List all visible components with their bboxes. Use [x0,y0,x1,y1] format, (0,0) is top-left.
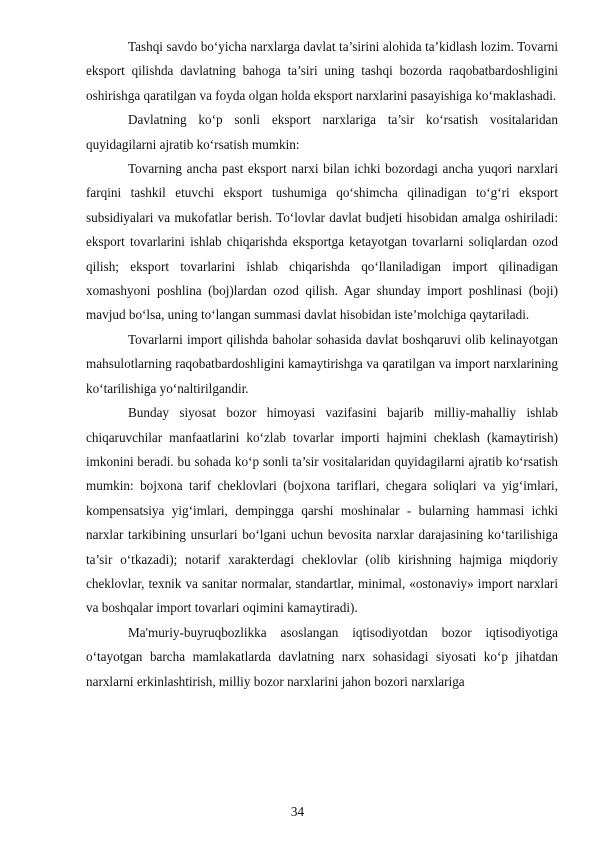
document-body [86,35,558,694]
paragraph-2: Davlatning ko‘p sonli eksport narxlariga ta’sir ko‘rsatish vositalaridan quyidagilarni ajratib ko‘rsatish mumkin: [86,112,558,152]
paragraph-5: Bunday siyosat bozor himoyasi vazifasini bajarib milliy-mahalliy ishlab chiqaruvchilar manfaatlarini ko‘zlab tovarlar importi hajmini cheklash (kamaytirish) imkonini beradi. bu sohada ko‘p sonli ta’sir vositalaridan quyidagilarni ajratib ko‘rsatish mumkin: bojxona tarif cheklovlari (bojxona tariflari, chegara soliqlari va yig‘imlari, kompensatsiya yig‘imlari, dempingga qarshi moshinalar - bularning hammasi ichki narxlar tarkibining unsurlari bo‘lgani uchun bevosita narxlar darajasining ko‘tarilishiga ta’sir o‘tkazadi); notarif xarakterdagi cheklovlar (olib kirishning hajmiga miqdoriy cheklovlar, texnik va sanitar normalar, standartlar, minimal, «ostonaviy» import narxlari va boshqalar import tovarlari oqimini kamaytiradi). [86,405,558,616]
page-number: 34 [290,804,305,819]
paragraph-4: Tovarlarni import qilishda baholar sohasida davlat boshqaruvi olib kelinayotgan mahsulotlarning raqobatbardoshligini kamaytirishga va qaratilgan va import narxlarining ko‘tarilishiga yo‘naltirilgandir. [86,331,558,396]
paragraph-1: Tashqi savdo bo‘yicha narxlarga davlat ta’sirini alohida ta’kidlash lozim. Tovarni eksport qilishda davlatning bahoga ta’siri uning tashqi bozorda raqobatbardoshligini oshirishga qaratilgan va foyda olgan holda eksport narxlarini pasayishiga ko‘maklashadi. [86,39,558,103]
paragraph-3: Tovarning ancha past eksport narxi bilan ichki bozordagi ancha yuqori narxlari farqini tashkil etuvchi eksport tushumiga qo‘shimcha qilinadigan to‘g‘ri eksport subsidiyalari va mukofatlar berish. To‘lovlar davlat budjeti hisobidan amalga oshiriladi: eksport tovarlarini ishlab chiqarishda eksportga ketayotgan tovarlarni soliqlardan ozod qilish; eksport tovarlarini ishlab chiqarishda qo‘llaniladigan import qilinadigan xomashyoni poshlina (boj)lardan ozod qilish. Agar shunday import poshlinasi (boji) mavjud bo‘lsa, uning to‘langan summasi davlat hisobidan iste’molchiga qaytariladi. [86,161,558,323]
paragraph-6: Ma'muriy-buyruqbozlikka asoslangan iqtisodiyotdan bozor iqtisodiyotiga o‘tayotgan barcha mamlakatlarda davlatning narx sohasidagi siyosati ko‘p jihatdan narxlarni erkinlashtirish, milliy bozor narxlarini jahon bozori narxlariga [86,624,558,689]
